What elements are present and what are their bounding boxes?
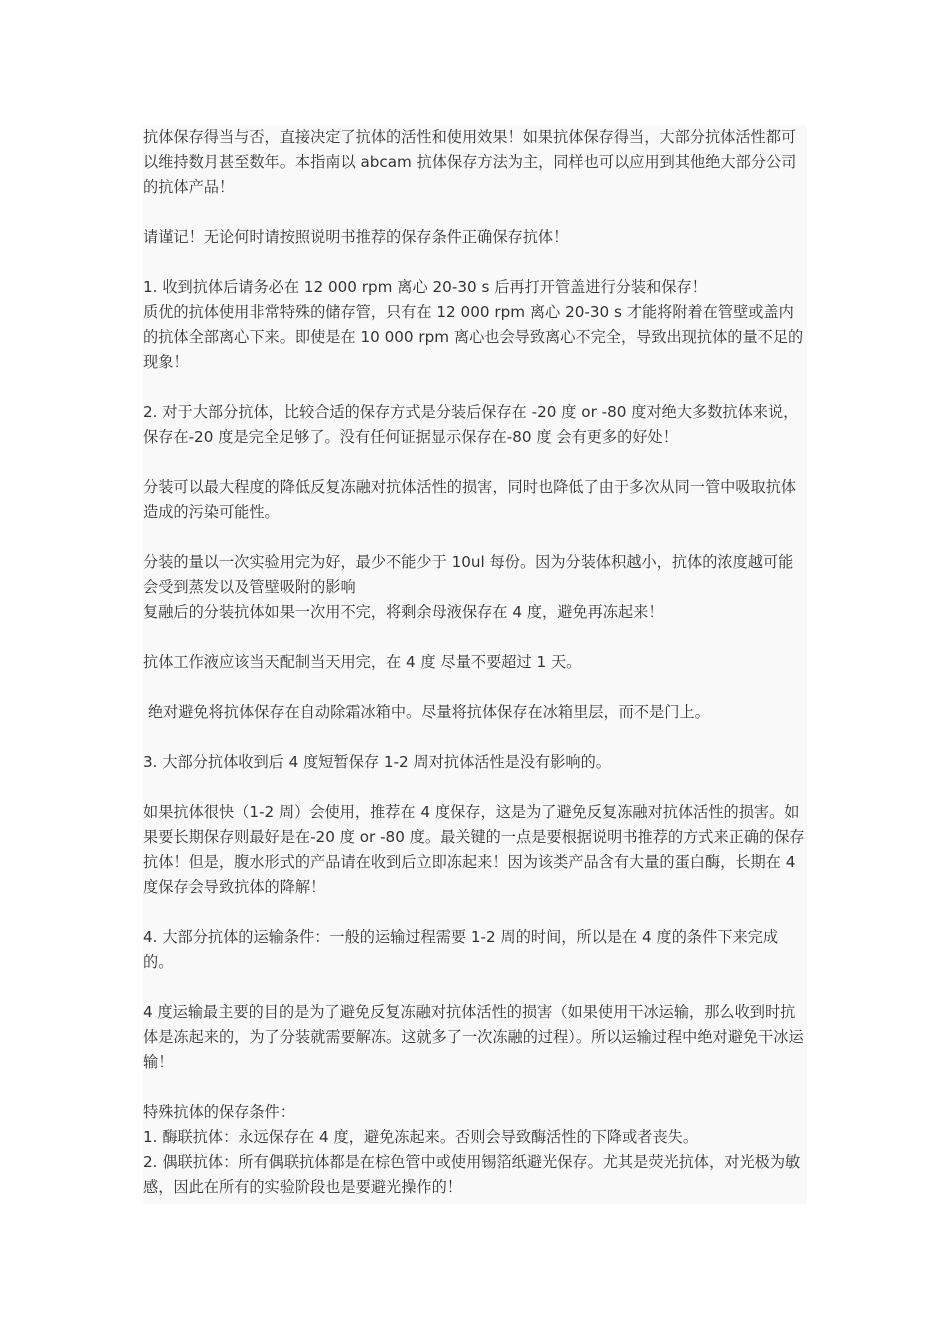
document-body [143,125,807,1204]
paragraph-spacer [143,625,807,650]
paragraph-spacer [143,900,807,925]
working-solution-paragraph: 抗体工作液应该当天配制当天用完，在 4 度 尽量不要超过 1 天。 [143,653,582,671]
aliquot-benefit-paragraph: 分装可以最大程度的降低反复冻融对抗体活性的损害，同时也降低了由于多次从同一管中吸取抗体造成的污染可能性。 [143,478,797,521]
shipping-paragraph: 4 度运输最主要的目的是为了避免反复冻融对抗体活性的损害（如果使用干冰运输，那么收到时抗体是冻起来的，为了分装就需要解冻。这就多了一次冻融的过程）。所以运输过程中绝对避免干冰运输！ [143,1003,804,1071]
freezer-paragraph: 绝对避免将抗体保存在自动除霜冰箱中。尽量将抗体保存在冰箱里层，而不是门上。 [143,703,710,721]
paragraph-spacer [143,1075,807,1100]
paragraph-spacer [143,725,807,750]
special-conditions-paragraph: 特殊抗体的保存条件： 1. 酶联抗体：永远保存在 4 度，避免冻起来。否则会导致酶活性的下降或者丧失。 2. 偶联抗体：所有偶联抗体都是在棕色管中或使用锡箔纸避光保存。尤其是荧光抗体，对光极为敏感，因此在所有的实验阶段也是要避光操作的！ [143,1103,801,1196]
point-2-paragraph: 2. 对于大部分抗体，比较合适的保存方式是分装后保存在 -20 度 or -80 度对绝大多数抗体来说，保存在-20 度是完全足够了。没有任何证据显示保存在-80 度 会有更多的好处！ [143,403,799,446]
paragraph-spacer [143,450,807,475]
point-3-paragraph: 3. 大部分抗体收到后 4 度短暂保存 1-2 周对抗体活性是没有影响的。 [143,753,611,771]
aliquot-volume-paragraph: 分装的量以一次实验用完为好，最少不能少于 10ul 每份。因为分装体积越小，抗体的浓度越可能会受到蒸发以及管壁吸附的影响 复融后的分装抗体如果一次用不完，将剩余母液保存在 4 度，避免再冻起来！ [143,553,794,621]
intro-paragraph: 抗体保存得当与否，直接决定了抗体的活性和使用效果！如果抗体保存得当，大部分抗体活性都可以维持数月甚至数年。本指南以 abcam 抗体保存方法为主，同样也可以应用到其他绝大部分公司的抗体产品！ [143,128,797,196]
paragraph-spacer [143,675,807,700]
point-1-paragraph: 1. 收到抗体后请务必在 12 000 rpm 离心 20-30 s 后再打开管盖进行分装和保存！ 质优的抗体使用非常特殊的储存管，只有在 12 000 rpm 离心 20-30 s 才能将附着在管壁或盖内的抗体全部离心下来。即使是在 10 000 rpm 离心也会导致离心不完全，导致出现抗体的量不足的现象！ [143,278,804,371]
paragraph-spacer [143,525,807,550]
storage-recommendation-paragraph: 如果抗体很快（1-2 周）会使用，推荐在 4 度保存，这是为了避免反复冻融对抗体活性的损害。如果要长期保存则最好是在-20 度 or -80 度。最关键的一点是要根据说明书推荐的方式来正确的保存抗体！但是，腹水形式的产品请在收到后立即冻起来！因为该类产品含有大量的蛋白酶，长期在 4 度保存会导致抗体的降解！ [143,803,805,896]
paragraph-spacer [143,775,807,800]
paragraph-spacer [143,975,807,1000]
paragraph-spacer [143,375,807,400]
paragraph-spacer [143,250,807,275]
paragraph-spacer [143,200,807,225]
point-4-paragraph: 4. 大部分抗体的运输条件：一般的运输过程需要 1-2 周的时间，所以是在 4 度的条件下来完成的。 [143,928,779,971]
reminder-paragraph: 请谨记！无论何时请按照说明书推荐的保存条件正确保存抗体！ [143,228,569,246]
